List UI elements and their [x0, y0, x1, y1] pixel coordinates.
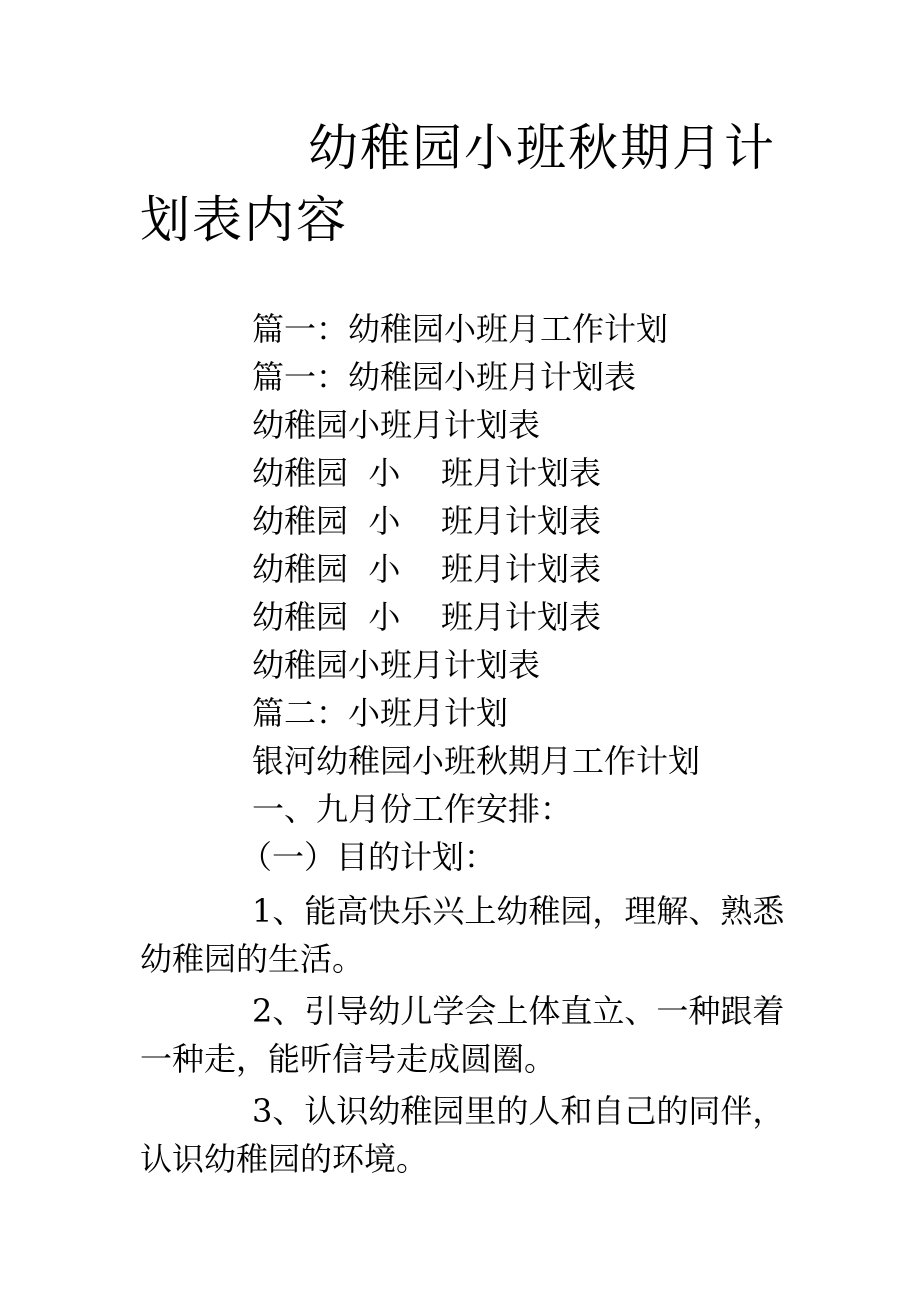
document-body	[140, 305, 785, 1187]
text-line: 幼稚园小班月计划表	[252, 646, 541, 684]
text-line: 幼稚园小班月计划表	[252, 406, 541, 444]
document-title: 幼稚园小班秋期月计划表内容	[140, 119, 776, 249]
text-line: 幼稚园 小 班月计划表	[252, 502, 602, 540]
text-line: 一、九月份工作安排：	[252, 790, 573, 828]
text-line: 篇一：幼稚园小班月工作计划	[252, 310, 669, 348]
paragraph: 3、认识幼稚园里的人和自己的同伴，认识幼稚园的环境。	[140, 1092, 785, 1178]
paragraph: 2、引导幼儿学会上体直立、一种跟着一种走，能听信号走成圆圈。	[140, 992, 785, 1078]
text-line: 银河幼稚园小班秋期月工作计划	[252, 742, 701, 780]
text-line: 幼稚园 小 班月计划表	[252, 454, 602, 492]
text-line: 篇一：幼稚园小班月计划表	[252, 358, 637, 396]
paragraph: 1、能高快乐兴上幼稚园，理解、熟悉幼稚园的生活。	[140, 892, 785, 978]
text-line: 篇二：小班月计划	[252, 694, 509, 732]
text-line: （一）目的计划：	[240, 838, 497, 876]
text-line: 幼稚园 小 班月计划表	[252, 598, 602, 636]
text-line: 幼稚园 小 班月计划表	[252, 550, 602, 588]
